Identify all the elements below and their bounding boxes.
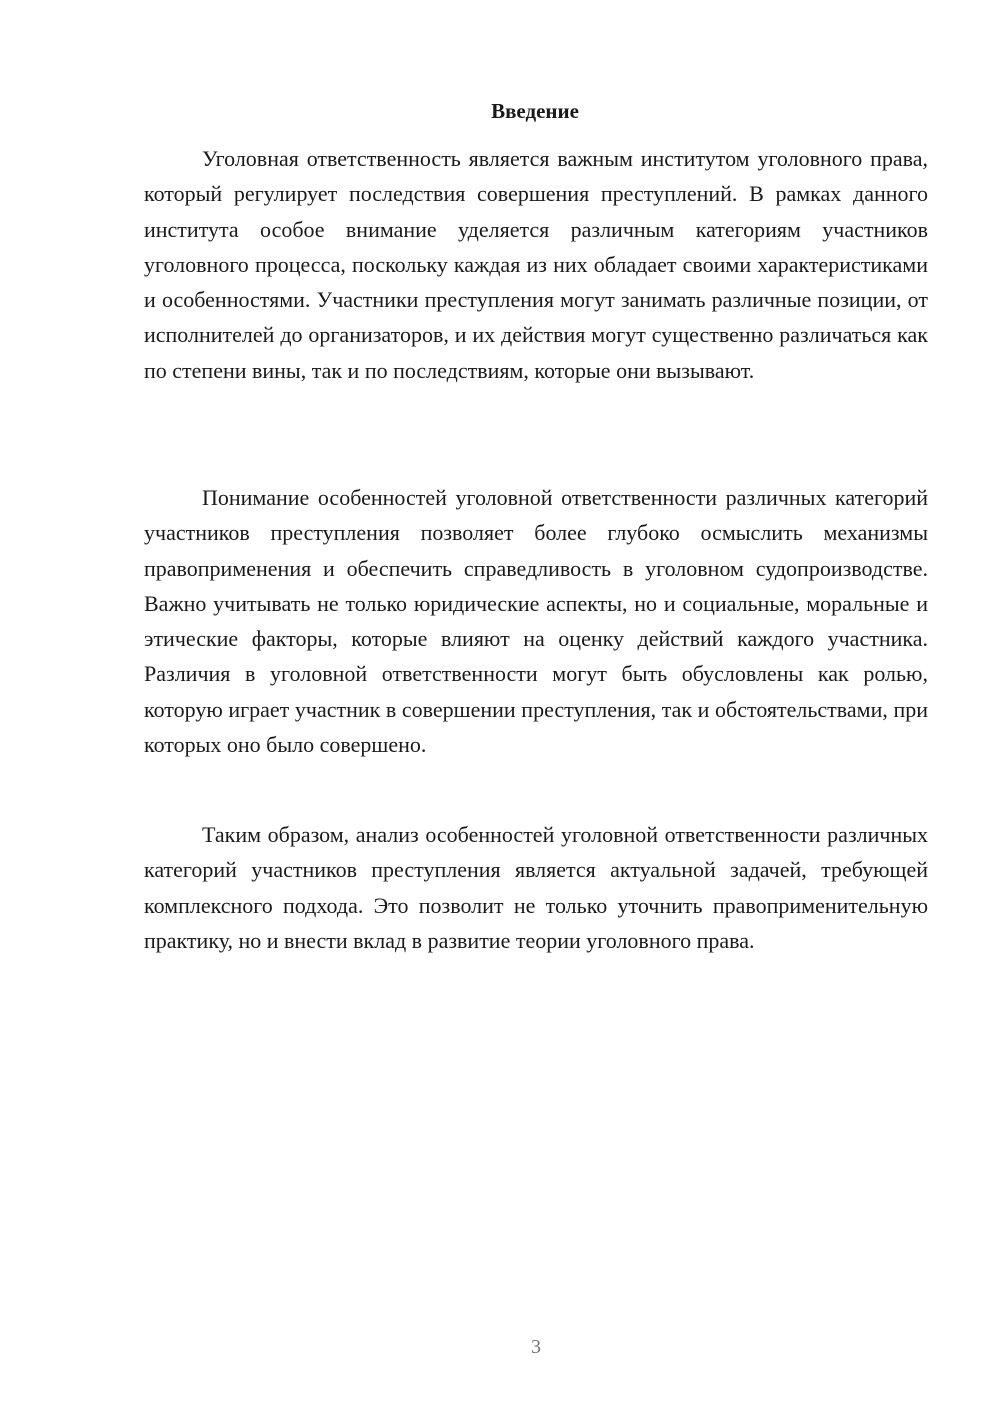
paragraph-1: Уголовная ответственность является важным институтом уголовного права, который регулирует последствия совершения преступлений. В рамках данного института особое внимание уделяется различным категориям участников уголовного процесса, поскольку каждая из них обладает своими характеристиками и особенностями. Участники преступления могут занимать различные позиции, от исполнителей до организаторов, и их действия могут существенно различаться как по степени вины, так и по последствиям, которые они вызывают. [144,146,928,383]
page-number: 3 [531,1336,541,1358]
paragraph-2: Понимание особенностей уголовной ответственности различных категорий участников преступления позволяет более глубоко осмыслить механизмы правоприменения и обеспечить справедливость в уголовном судопроизводстве. Важно учитывать не только юридические аспекты, но и социальные, моральные и этические факторы, которые влияют на оценку действий каждого участника. Различия в уголовной ответственности могут быть обусловлены как ролью, которую играет участник в совершении преступления, так и обстоятельствами, при которых оно было совершено. [144,485,928,758]
section-title: Введение [491,99,579,123]
paragraph-3: Таким образом, анализ особенностей уголовной ответственности различных категорий участников преступления является актуальной задачей, требующей комплексного подхода. Это позволит не только уточнить правоприменительную практику, но и внести вклад в развитие теории уголовного права. [144,822,928,953]
